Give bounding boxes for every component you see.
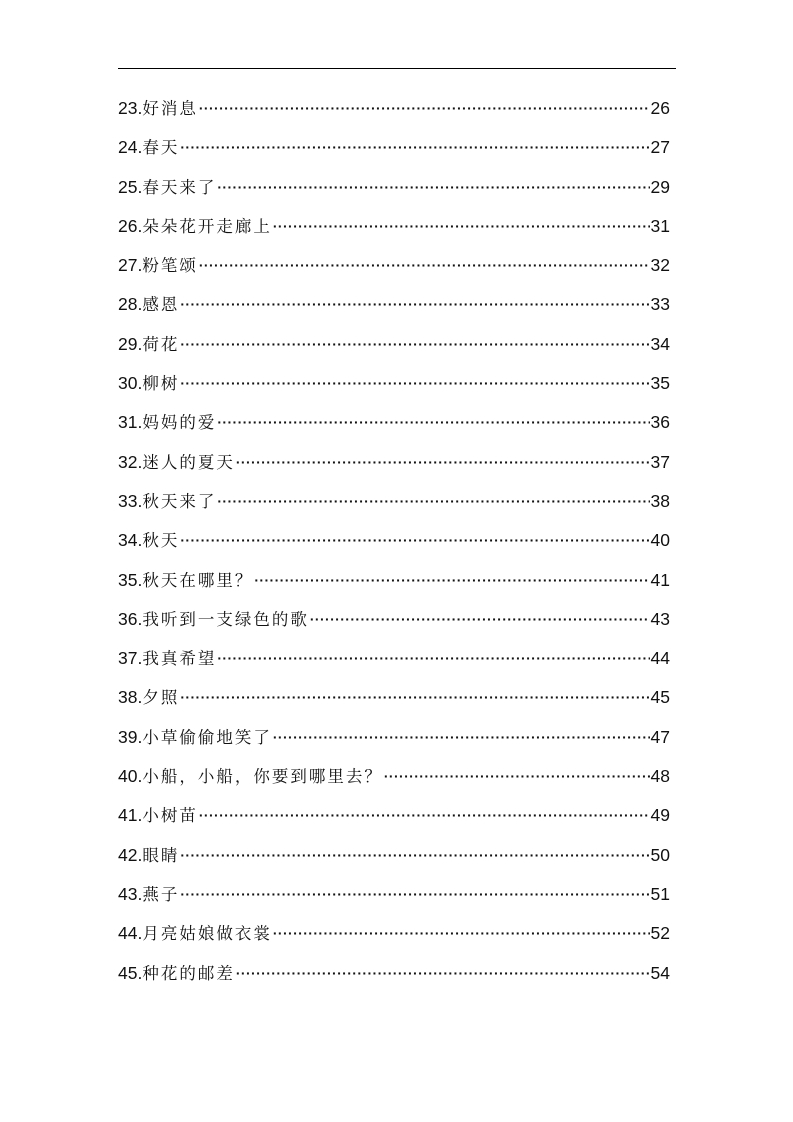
entry-title: 小草偷偷地笑了 — [142, 727, 272, 747]
entry-page: 49 — [650, 805, 670, 826]
toc-entry[interactable] — [118, 685, 670, 724]
dot-leader — [180, 685, 649, 709]
toc-entry[interactable] — [118, 135, 670, 174]
dot-leader — [180, 135, 649, 159]
dot-leader — [236, 961, 650, 985]
toc-entry[interactable] — [118, 214, 670, 253]
entry-title: 柳树 — [142, 374, 180, 394]
toc-entry[interactable] — [118, 175, 670, 214]
dot-leader — [236, 450, 650, 474]
entry-page: 43 — [650, 608, 670, 629]
toc-entry[interactable] — [118, 410, 670, 449]
entry-title: 小船，小船，你要到哪里去？ — [142, 767, 383, 787]
dot-leader — [180, 332, 649, 356]
toc-entry[interactable] — [118, 803, 670, 842]
dot-leader — [180, 292, 649, 316]
entry-page: 27 — [650, 137, 670, 158]
entry-page: 48 — [650, 766, 670, 787]
dot-leader — [273, 214, 650, 238]
entry-page: 47 — [650, 726, 670, 747]
entry-title: 朵朵花开走廊上 — [142, 216, 272, 236]
entry-title: 迷人的夏天 — [142, 452, 235, 472]
entry-title: 夕照 — [142, 688, 180, 708]
entry-number: 42. — [118, 844, 143, 865]
entry-title: 我听到一支绿色的歌 — [142, 609, 309, 629]
toc-entry[interactable] — [118, 882, 670, 921]
entry-number: 26. — [118, 215, 143, 236]
entry-title: 感恩 — [142, 295, 180, 315]
entry-page: 51 — [650, 883, 670, 904]
toc-entry[interactable] — [118, 489, 670, 528]
entry-page: 35 — [650, 373, 670, 394]
dot-leader — [199, 96, 650, 120]
entry-title: 秋天 — [142, 531, 180, 551]
toc-entry[interactable] — [118, 725, 670, 764]
entry-number: 32. — [118, 451, 143, 472]
entry-title: 妈妈的爱 — [142, 413, 217, 433]
entry-page: 40 — [650, 530, 670, 551]
entry-number: 38. — [118, 687, 143, 708]
entry-number: 45. — [118, 962, 143, 983]
dot-leader — [199, 253, 650, 277]
dot-leader — [384, 764, 650, 788]
entry-title: 秋天在哪里？ — [142, 570, 254, 590]
toc-entry[interactable] — [118, 528, 670, 567]
entry-number: 27. — [118, 255, 143, 276]
entry-page: 34 — [650, 333, 670, 354]
dot-leader — [254, 568, 649, 592]
dot-leader — [180, 882, 649, 906]
entry-page: 54 — [650, 962, 670, 983]
entry-number: 33. — [118, 490, 143, 511]
entry-title: 粉笔颂 — [142, 256, 198, 276]
entry-number: 39. — [118, 726, 143, 747]
toc-entry[interactable] — [118, 450, 670, 489]
entry-page: 45 — [650, 687, 670, 708]
toc-entry[interactable] — [118, 764, 670, 803]
entry-number: 41. — [118, 805, 143, 826]
table-of-contents — [118, 96, 670, 1000]
entry-title: 种花的邮差 — [142, 963, 235, 983]
entry-number: 30. — [118, 373, 143, 394]
entry-number: 34. — [118, 530, 143, 551]
entry-page: 50 — [650, 844, 670, 865]
entry-number: 35. — [118, 569, 143, 590]
entry-number: 31. — [118, 412, 143, 433]
toc-entry[interactable] — [118, 843, 670, 882]
entry-title: 好消息 — [142, 99, 198, 118]
entry-page: 32 — [650, 255, 670, 276]
entry-title: 春天 — [142, 138, 180, 158]
toc-entry[interactable] — [118, 292, 670, 331]
entry-title: 眼睛 — [142, 845, 180, 865]
toc-entry[interactable] — [118, 921, 670, 960]
entry-page: 36 — [650, 412, 670, 433]
entry-page: 37 — [650, 451, 670, 472]
entry-number: 25. — [118, 176, 143, 197]
entry-title: 月亮姑娘做衣裳 — [142, 924, 272, 944]
dot-leader — [273, 725, 650, 749]
entry-number: 36. — [118, 608, 143, 629]
entry-title: 小树苗 — [142, 806, 198, 826]
entry-page: 38 — [650, 490, 670, 511]
entry-title: 我真希望 — [142, 649, 217, 669]
dot-leader — [180, 528, 649, 552]
dot-leader — [199, 803, 650, 827]
entry-number: 29. — [118, 333, 143, 354]
dot-leader — [217, 410, 649, 434]
toc-entry[interactable] — [118, 607, 670, 646]
entry-number: 24. — [118, 137, 143, 158]
entry-title: 燕子 — [142, 884, 180, 904]
entry-number: 28. — [118, 294, 143, 315]
toc-entry[interactable] — [118, 568, 670, 607]
entry-page: 26 — [650, 98, 670, 118]
entry-title: 秋天来了 — [142, 491, 217, 511]
dot-leader — [180, 371, 649, 395]
toc-entry[interactable] — [118, 253, 670, 292]
entry-number: 44. — [118, 923, 143, 944]
toc-entry[interactable] — [118, 96, 670, 135]
dot-leader — [217, 489, 649, 513]
dot-leader — [217, 175, 649, 199]
entry-page: 29 — [650, 176, 670, 197]
dot-leader — [273, 921, 650, 945]
entry-page: 31 — [650, 215, 670, 236]
entry-number: 40. — [118, 766, 143, 787]
entry-title: 荷花 — [142, 334, 180, 354]
toc-entry[interactable] — [118, 371, 670, 410]
toc-entry[interactable] — [118, 961, 670, 1000]
toc-entry[interactable] — [118, 646, 670, 685]
entry-page: 41 — [650, 569, 670, 590]
entry-page: 44 — [650, 648, 670, 669]
dot-leader — [180, 843, 649, 867]
entry-title: 春天来了 — [142, 177, 217, 197]
entry-number: 43. — [118, 883, 143, 904]
header-rule — [118, 68, 676, 69]
toc-entry[interactable] — [118, 332, 670, 371]
entry-page: 52 — [650, 923, 670, 944]
entry-page: 33 — [650, 294, 670, 315]
dot-leader — [310, 607, 650, 631]
entry-number: 23. — [118, 98, 143, 118]
entry-number: 37. — [118, 648, 143, 669]
dot-leader — [217, 646, 649, 670]
